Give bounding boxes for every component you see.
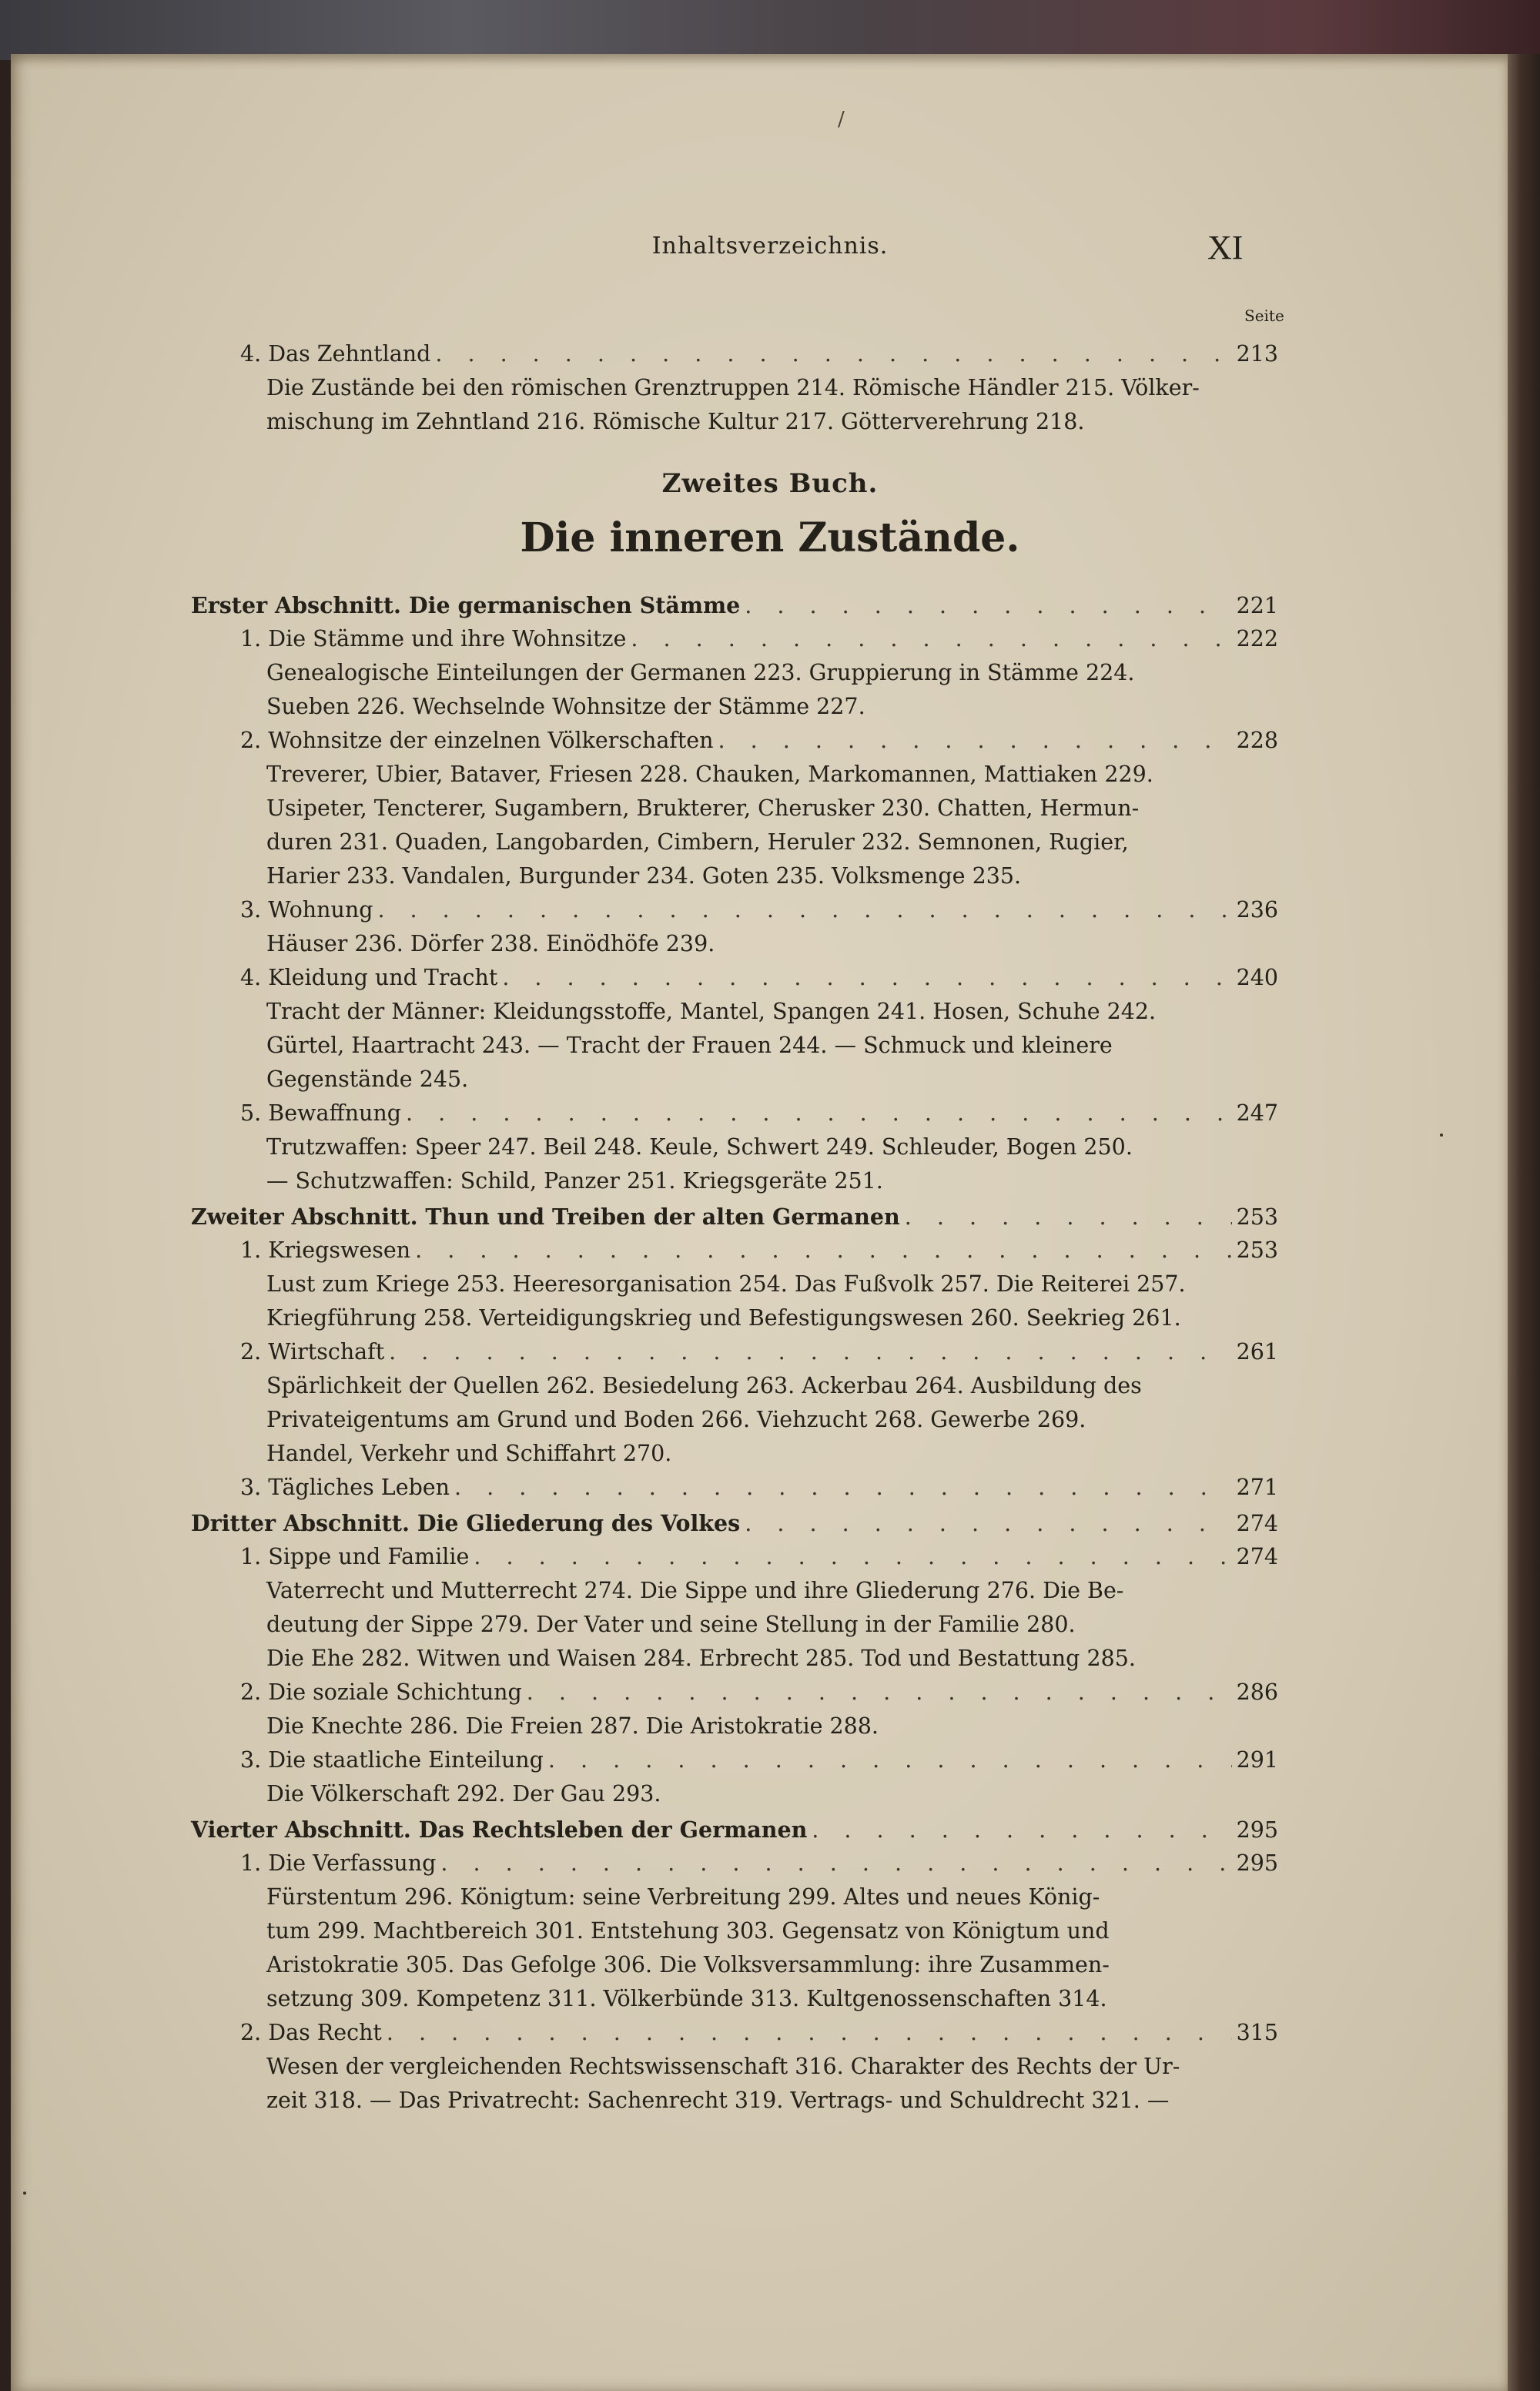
toc-section-row[interactable]: [191, 1200, 1278, 1234]
toc-entry-label: 5. Bewaffnung: [240, 1100, 402, 1126]
toc-description-line: tum 299. Machtbereich 301. Entstehung 303. Gegensatz von Königtum und: [266, 1918, 1110, 1944]
toc-page-number: 228: [1236, 728, 1278, 753]
toc-page-number: 274: [1236, 1544, 1278, 1569]
toc-page-number: 236: [1236, 897, 1278, 923]
toc-section-label: Vierter Abschnitt. Das Rechtsleben der Germanen: [191, 1817, 808, 1843]
toc-entry-row[interactable]: [240, 724, 1278, 758]
toc-entry-row[interactable]: [240, 2016, 1278, 2050]
toc-leader-dots: [812, 1813, 1231, 1847]
toc-entry-row[interactable]: [240, 1471, 1278, 1505]
toc-description-line: duren 231. Quaden, Langobarden, Cimbern, Heruler 232. Semnonen, Rugier,: [266, 829, 1129, 855]
toc-entry-label: 1. Kriegswesen: [240, 1237, 411, 1263]
toc-entry-row[interactable]: [240, 1540, 1278, 1574]
toc-entry-row[interactable]: [240, 1676, 1278, 1710]
toc-page-number: 286: [1236, 1679, 1278, 1705]
toc-description-line: Wesen der vergleichenden Rechtswissenschaft 316. Charakter des Rechts der Ur-: [266, 2054, 1180, 2079]
toc-description-line: Gegenstände 245.: [266, 1067, 469, 1092]
toc-entry-label: 2. Wirtschaft: [240, 1339, 385, 1365]
toc-description-line: Fürstentum 296. Königtum: seine Verbreitung 299. Altes und neues König-: [266, 1884, 1100, 1910]
toc-leader-dots: [745, 589, 1231, 623]
toc-entry-label: 4. Kleidung und Tracht: [240, 965, 498, 990]
toc-leader-dots: [406, 1097, 1232, 1130]
toc-leader-dots: [474, 1540, 1231, 1574]
toc-entry-label: 1. Die Verfassung: [240, 1850, 437, 1876]
toc-page-number: 291: [1236, 1747, 1278, 1773]
book-top-edge: [0, 0, 1540, 60]
toc-page-number: 213: [1236, 341, 1278, 367]
running-title: Inhaltsverzeichnis.: [651, 233, 889, 260]
toc-description-line: deutung der Sippe 279. Der Vater und seine Stellung in der Familie 280.: [266, 1612, 1076, 1637]
toc-entry-label: 2. Wohnsitze der einzelnen Völkerschaften: [240, 728, 714, 753]
toc-description-line: Aristokratie 305. Das Gefolge 306. Die Volksversammlung: ihre Zusammen-: [266, 1952, 1110, 1977]
toc-leader-dots: [718, 724, 1232, 758]
toc-description-line: Usipeter, Tencterer, Sugambern, Brukterer, Cherusker 230. Chatten, Hermun-: [266, 795, 1140, 821]
toc-description-line: — Schutzwaffen: Schild, Panzer 251. Kriegsgeräte 251.: [266, 1168, 883, 1194]
toc-entry-row[interactable]: [240, 893, 1278, 927]
toc-section-row[interactable]: [191, 1506, 1278, 1540]
toc-leader-dots: [548, 1743, 1232, 1777]
toc-page-number: 315: [1236, 2020, 1278, 2045]
toc-description-line: Tracht der Männer: Kleidungsstoffe, Mantel, Spangen 241. Hosen, Schuhe 242.: [266, 999, 1157, 1024]
toc-description-line: Handel, Verkehr und Schiffahrt 270.: [266, 1441, 672, 1466]
book-subtitle: Die inneren Zustände.: [520, 514, 1020, 561]
toc-description-line: Genealogische Einteilungen der Germanen 223. Gruppierung in Stämme 224.: [266, 660, 1135, 685]
toc-section-row[interactable]: [191, 588, 1278, 622]
toc-page-number: 240: [1236, 965, 1278, 990]
toc-description-line: Die Knechte 286. Die Freien 287. Die Aristokratie 288.: [266, 1713, 879, 1739]
toc-page-number: 295: [1236, 1850, 1278, 1876]
toc-description-line: Lust zum Kriege 253. Heeresorganisation 254. Das Fußvolk 257. Die Reiterei 257.: [266, 1271, 1186, 1297]
toc-leader-dots: [502, 961, 1231, 995]
toc-entry-row[interactable]: [240, 1234, 1278, 1267]
toc-description-line: Trutzwaffen: Speer 247. Beil 248. Keule, Schwert 249. Schleuder, Bogen 250.: [266, 1134, 1133, 1160]
toc-entry-label: 2. Die soziale Schichtung: [240, 1679, 522, 1705]
seite-label: Seite: [1244, 306, 1284, 325]
toc-entry-row[interactable]: [240, 961, 1278, 995]
toc-description-line: Sueben 226. Wechselnde Wohnsitze der Stämme 227.: [266, 694, 865, 719]
toc-leader-dots: [631, 622, 1231, 656]
toc-leader-dots: [440, 1847, 1231, 1880]
toc-section-label: Erster Abschnitt. Die germanischen Stämme: [191, 592, 741, 618]
toc-page-number: 253: [1236, 1237, 1278, 1263]
toc-description-line: Kriegführung 258. Verteidigungskrieg und Befestigungswesen 260. Seekrieg 261.: [266, 1305, 1181, 1331]
toc-leader-dots: [387, 2016, 1232, 2050]
toc-description-line: Die Völkerschaft 292. Der Gau 293.: [266, 1781, 661, 1807]
toc-description-line: Harier 233. Vandalen, Burgunder 234. Goten 235. Volksmenge 235.: [266, 863, 1022, 889]
toc-description-line: zeit 318. — Das Privatrecht: Sachenrecht 319. Vertrags- und Schuldrecht 321. —: [266, 2088, 1170, 2113]
toc-leader-dots: [745, 1507, 1231, 1541]
toc-page-number: 274: [1236, 1511, 1278, 1536]
toc-description-line: Häuser 236. Dörfer 238. Einödhöfe 239.: [266, 931, 715, 956]
toc-entry-label: 3. Die staatliche Einteilung: [240, 1747, 544, 1773]
toc-entry-row[interactable]: [240, 622, 1278, 656]
toc-entry-row[interactable]: [240, 1335, 1278, 1369]
toc-leader-dots: [905, 1201, 1232, 1234]
toc-page-number: 295: [1236, 1817, 1278, 1843]
toc-description-line: Spärlichkeit der Quellen 262. Besiedelung 263. Ackerbau 264. Ausbildung des: [266, 1373, 1142, 1398]
toc-leader-dots: [389, 1335, 1231, 1369]
toc-page-number: 222: [1236, 626, 1278, 651]
toc-entry-label: 4. Das Zehntland: [240, 341, 431, 367]
toc-description-line: setzung 309. Kompetenz 311. Völkerbünde 313. Kultgenossenschaften 314.: [266, 1986, 1107, 2011]
toc-description-line: Privateigentums am Grund und Boden 266. Viehzucht 268. Gewerbe 269.: [266, 1407, 1086, 1432]
toc-leader-dots: [377, 893, 1231, 927]
toc-section-row[interactable]: [191, 1813, 1278, 1847]
toc-entry-row[interactable]: [240, 1847, 1278, 1880]
toc-description-line: Die Zustände bei den römischen Grenztruppen 214. Römische Händler 215. Völker-: [266, 375, 1200, 400]
toc-entry-label: 1. Die Stämme und ihre Wohnsitze: [240, 626, 627, 651]
toc-page-number: 221: [1236, 593, 1278, 618]
book-right-edge: [1508, 54, 1540, 2391]
toc-description-line: Treverer, Ubier, Bataver, Friesen 228. Chauken, Markomannen, Mattiaken 229.: [266, 762, 1153, 787]
toc-description-line: Vaterrecht und Mutterrecht 274. Die Sippe und ihre Gliederung 276. Die Be-: [266, 1578, 1124, 1603]
page-number: XI: [1207, 229, 1244, 266]
toc-description-line: mischung im Zehntland 216. Römische Kultur 217. Götterverehrung 218.: [266, 409, 1085, 434]
toc-entry-label: 1. Sippe und Familie: [240, 1544, 470, 1569]
toc-leader-dots: [454, 1471, 1232, 1505]
paper-speck: [1440, 1134, 1443, 1137]
book-title: Zweites Buch.: [661, 468, 879, 499]
toc-entry-row[interactable]: [240, 1743, 1278, 1777]
toc-page-number: 261: [1236, 1339, 1278, 1365]
toc-leader-dots: [415, 1234, 1231, 1267]
toc-entry-label: 3. Tägliches Leben: [240, 1475, 450, 1500]
toc-entry-label: 3. Wohnung: [240, 897, 373, 923]
toc-section-label: Zweiter Abschnitt. Thun und Treiben der alten Germanen: [191, 1204, 900, 1230]
toc-entry-row[interactable]: [240, 337, 1278, 371]
toc-description-line: Gürtel, Haartracht 243. — Tracht der Frauen 244. — Schmuck und kleinere: [266, 1033, 1113, 1058]
toc-leader-dots: [527, 1676, 1232, 1710]
toc-leader-dots: [435, 337, 1231, 371]
toc-page-number: 253: [1236, 1204, 1278, 1230]
paper-speck: [23, 2192, 26, 2195]
toc-entry-row[interactable]: [240, 1097, 1278, 1130]
toc-page-number: 247: [1236, 1100, 1278, 1126]
pencil-mark: /: [838, 108, 845, 131]
toc-description-line: Die Ehe 282. Witwen und Waisen 284. Erbrecht 285. Tod und Bestattung 285.: [266, 1646, 1136, 1671]
toc-section-label: Dritter Abschnitt. Die Gliederung des Volkes: [191, 1510, 741, 1536]
toc-page-number: 271: [1236, 1475, 1278, 1500]
toc-entry-label: 2. Das Recht: [240, 2020, 382, 2045]
